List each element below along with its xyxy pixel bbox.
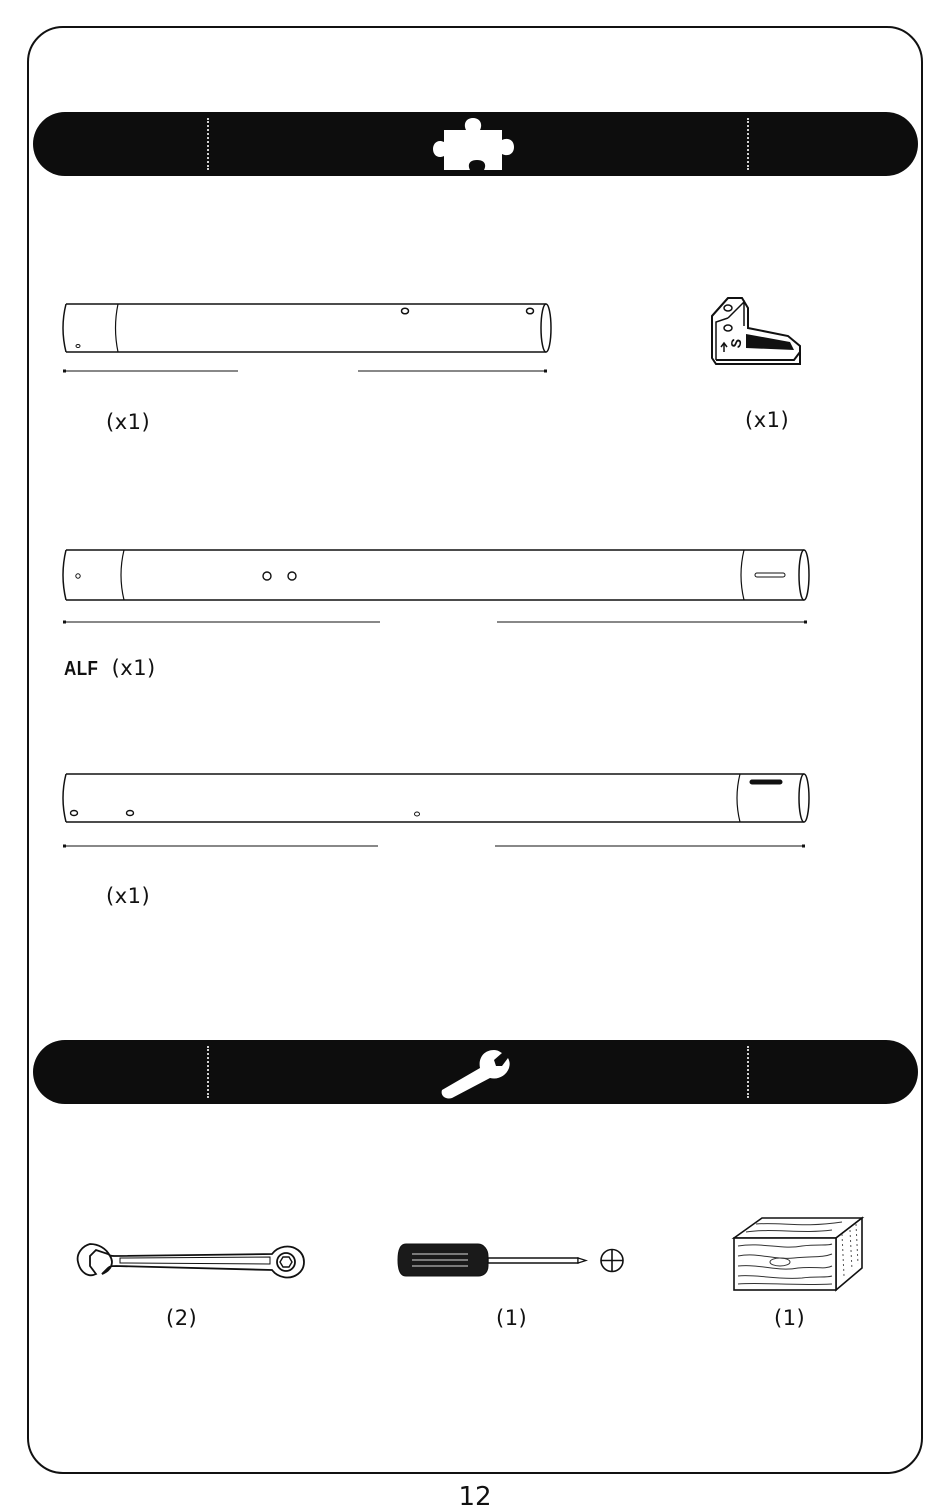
puzzle-icon	[436, 114, 516, 174]
wrench-qty: (2)	[166, 1306, 198, 1330]
band-divider	[207, 1046, 209, 1098]
part2-qty: (x1)	[745, 408, 790, 432]
part1-qty: (x1)	[106, 410, 151, 434]
part-tube-long	[60, 772, 820, 856]
tool-wood-block	[732, 1216, 866, 1292]
tool-screwdriver	[398, 1236, 638, 1286]
wood-block-qty: (1)	[774, 1306, 806, 1330]
parts-header-band	[33, 112, 918, 176]
band-divider	[747, 1046, 749, 1098]
part3-label	[64, 656, 156, 681]
band-divider	[207, 118, 209, 170]
part4-qty: (x1)	[106, 884, 151, 908]
part-tube-short	[60, 296, 560, 376]
part-tube-alf	[60, 546, 820, 630]
screwdriver-qty: (1)	[496, 1306, 528, 1330]
wrench-icon	[436, 1044, 516, 1100]
tools-header-band	[33, 1040, 918, 1104]
page-number: 12	[458, 1482, 492, 1512]
tool-wrench	[76, 1236, 316, 1286]
part-bracket	[700, 294, 810, 374]
part3-code: ALF	[64, 658, 99, 680]
bracket-marking: S	[727, 337, 745, 350]
part3-qty: (x1)	[111, 656, 156, 680]
band-divider	[747, 118, 749, 170]
